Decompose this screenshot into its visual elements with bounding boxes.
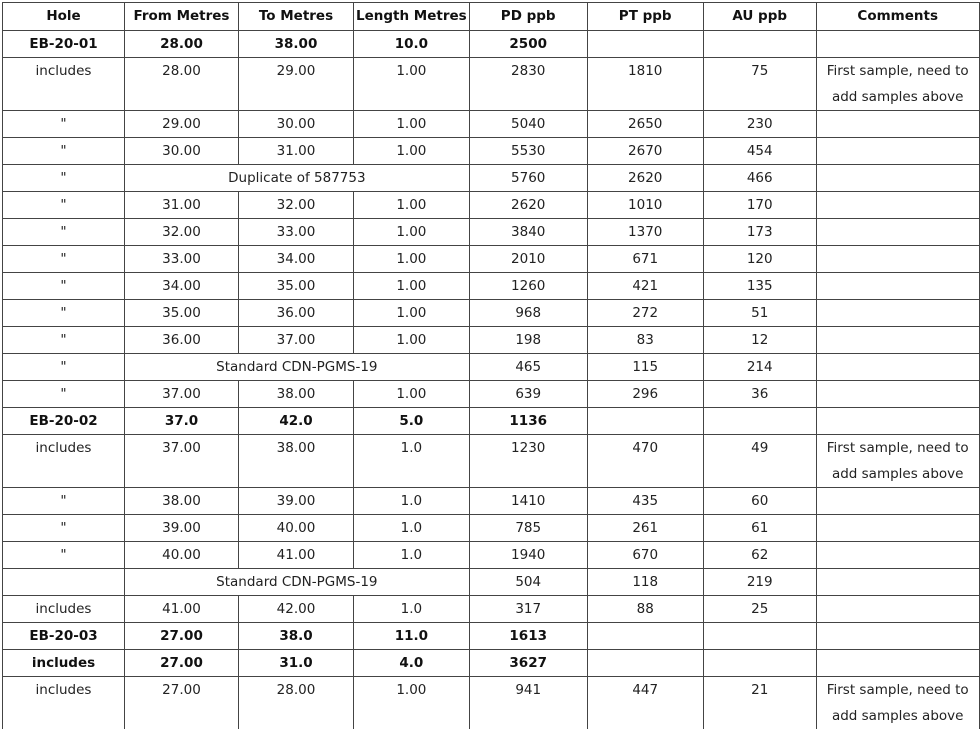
cell-pd-ppb: 5760 bbox=[469, 165, 587, 192]
cell-au-ppb: 173 bbox=[703, 219, 816, 246]
cell-pt-ppb: 2620 bbox=[587, 165, 703, 192]
cell-comments bbox=[816, 408, 979, 435]
cell-to-metres: 29.00 bbox=[239, 58, 354, 111]
cell-hole: includes bbox=[3, 650, 125, 677]
table-row bbox=[3, 327, 980, 354]
cell-hole: " bbox=[3, 354, 125, 381]
cell-au-ppb bbox=[703, 623, 816, 650]
table-row bbox=[3, 650, 980, 677]
cell-pt-ppb bbox=[587, 650, 703, 677]
cell-pd-ppb: 1136 bbox=[469, 408, 587, 435]
table-row bbox=[3, 138, 980, 165]
cell-length-metres: 1.00 bbox=[354, 219, 470, 246]
cell-length-metres: 1.00 bbox=[354, 111, 470, 138]
cell-pd-ppb: 465 bbox=[469, 354, 587, 381]
cell-from-metres: 27.00 bbox=[125, 623, 239, 650]
cell-pd-ppb: 198 bbox=[469, 327, 587, 354]
table-row bbox=[3, 435, 980, 488]
cell-length-metres: 1.00 bbox=[354, 58, 470, 111]
table-body bbox=[3, 31, 980, 730]
cell-comments bbox=[816, 569, 979, 596]
table-row bbox=[3, 273, 980, 300]
cell-hole: includes bbox=[3, 677, 125, 730]
cell-hole: " bbox=[3, 246, 125, 273]
cell-from-metres: 41.00 bbox=[125, 596, 239, 623]
cell-hole: includes bbox=[3, 596, 125, 623]
cell-hole: EB-20-01 bbox=[3, 31, 125, 58]
cell-from-metres: 27.00 bbox=[125, 650, 239, 677]
cell-pd-ppb: 1230 bbox=[469, 435, 587, 488]
cell-from-metres: 34.00 bbox=[125, 273, 239, 300]
cell-comments bbox=[816, 300, 979, 327]
cell-comments: First sample, need to add samples above bbox=[816, 58, 979, 111]
cell-hole: " bbox=[3, 381, 125, 408]
cell-au-ppb: 36 bbox=[703, 381, 816, 408]
cell-pd-ppb: 2500 bbox=[469, 31, 587, 58]
cell-comments: First sample, need to add samples above bbox=[816, 435, 979, 488]
table-row bbox=[3, 596, 980, 623]
cell-to-metres: 32.00 bbox=[239, 192, 354, 219]
cell-pd-ppb: 504 bbox=[469, 569, 587, 596]
cell-pd-ppb: 968 bbox=[469, 300, 587, 327]
cell-hole: " bbox=[3, 327, 125, 354]
cell-length-metres: 10.0 bbox=[354, 31, 470, 58]
cell-au-ppb: 170 bbox=[703, 192, 816, 219]
cell-comments bbox=[816, 623, 979, 650]
cell-from-metres: 28.00 bbox=[125, 58, 239, 111]
cell-from-metres: 33.00 bbox=[125, 246, 239, 273]
cell-au-ppb: 454 bbox=[703, 138, 816, 165]
cell-pd-ppb: 639 bbox=[469, 381, 587, 408]
cell-pd-ppb: 1940 bbox=[469, 542, 587, 569]
cell-from-metres: 32.00 bbox=[125, 219, 239, 246]
cell-pt-ppb bbox=[587, 31, 703, 58]
cell-pt-ppb bbox=[587, 408, 703, 435]
cell-to-metres: 41.00 bbox=[239, 542, 354, 569]
cell-comments bbox=[816, 488, 979, 515]
table-row bbox=[3, 354, 980, 381]
cell-length-metres: 1.00 bbox=[354, 327, 470, 354]
cell-to-metres: 39.00 bbox=[239, 488, 354, 515]
cell-au-ppb bbox=[703, 650, 816, 677]
cell-pd-ppb: 941 bbox=[469, 677, 587, 730]
cell-from-metres: 31.00 bbox=[125, 192, 239, 219]
table-row bbox=[3, 542, 980, 569]
cell-to-metres: 38.0 bbox=[239, 623, 354, 650]
table-row bbox=[3, 488, 980, 515]
cell-sample-note: Duplicate of 587753 bbox=[125, 165, 470, 192]
assay-results-table bbox=[2, 2, 980, 729]
cell-to-metres: 33.00 bbox=[239, 219, 354, 246]
cell-pt-ppb: 435 bbox=[587, 488, 703, 515]
column-header-pt-ppb: PT ppb bbox=[587, 3, 703, 31]
cell-hole: EB-20-03 bbox=[3, 623, 125, 650]
cell-pt-ppb: 1370 bbox=[587, 219, 703, 246]
cell-hole: " bbox=[3, 542, 125, 569]
cell-to-metres: 42.00 bbox=[239, 596, 354, 623]
cell-length-metres: 1.0 bbox=[354, 435, 470, 488]
cell-pt-ppb: 272 bbox=[587, 300, 703, 327]
cell-comments bbox=[816, 138, 979, 165]
cell-from-metres: 36.00 bbox=[125, 327, 239, 354]
cell-au-ppb: 60 bbox=[703, 488, 816, 515]
cell-pt-ppb: 1010 bbox=[587, 192, 703, 219]
cell-hole: " bbox=[3, 515, 125, 542]
cell-pd-ppb: 5530 bbox=[469, 138, 587, 165]
cell-comments bbox=[816, 650, 979, 677]
cell-comments bbox=[816, 31, 979, 58]
cell-to-metres: 31.0 bbox=[239, 650, 354, 677]
cell-au-ppb bbox=[703, 31, 816, 58]
cell-pt-ppb: 671 bbox=[587, 246, 703, 273]
table-row bbox=[3, 623, 980, 650]
table-row bbox=[3, 515, 980, 542]
cell-pt-ppb: 421 bbox=[587, 273, 703, 300]
cell-to-metres: 30.00 bbox=[239, 111, 354, 138]
cell-length-metres: 1.00 bbox=[354, 381, 470, 408]
cell-comments bbox=[816, 165, 979, 192]
table-row bbox=[3, 219, 980, 246]
cell-to-metres: 35.00 bbox=[239, 273, 354, 300]
table-row bbox=[3, 408, 980, 435]
column-header-from-metres: From Metres bbox=[125, 3, 239, 31]
cell-length-metres: 5.0 bbox=[354, 408, 470, 435]
cell-length-metres: 1.00 bbox=[354, 192, 470, 219]
cell-hole: " bbox=[3, 138, 125, 165]
column-header-comments: Comments bbox=[816, 3, 979, 31]
cell-pd-ppb: 1410 bbox=[469, 488, 587, 515]
cell-to-metres: 38.00 bbox=[239, 31, 354, 58]
table-row bbox=[3, 569, 980, 596]
cell-pt-ppb: 118 bbox=[587, 569, 703, 596]
cell-au-ppb: 51 bbox=[703, 300, 816, 327]
cell-to-metres: 36.00 bbox=[239, 300, 354, 327]
table-row bbox=[3, 192, 980, 219]
cell-au-ppb: 230 bbox=[703, 111, 816, 138]
cell-from-metres: 37.0 bbox=[125, 408, 239, 435]
cell-pt-ppb bbox=[587, 623, 703, 650]
cell-pd-ppb: 3627 bbox=[469, 650, 587, 677]
cell-pt-ppb: 261 bbox=[587, 515, 703, 542]
cell-from-metres: 38.00 bbox=[125, 488, 239, 515]
cell-to-metres: 42.0 bbox=[239, 408, 354, 435]
cell-comments bbox=[816, 219, 979, 246]
cell-from-metres: 40.00 bbox=[125, 542, 239, 569]
table-row bbox=[3, 58, 980, 111]
cell-length-metres: 1.00 bbox=[354, 138, 470, 165]
cell-length-metres: 1.00 bbox=[354, 677, 470, 730]
cell-pt-ppb: 470 bbox=[587, 435, 703, 488]
column-header-pd-ppb: PD ppb bbox=[469, 3, 587, 31]
cell-au-ppb: 12 bbox=[703, 327, 816, 354]
cell-from-metres: 39.00 bbox=[125, 515, 239, 542]
cell-from-metres: 35.00 bbox=[125, 300, 239, 327]
cell-hole: " bbox=[3, 192, 125, 219]
cell-au-ppb: 75 bbox=[703, 58, 816, 111]
cell-hole: EB-20-02 bbox=[3, 408, 125, 435]
table-row bbox=[3, 165, 980, 192]
table-row bbox=[3, 31, 980, 58]
table-row bbox=[3, 677, 980, 730]
cell-pd-ppb: 2830 bbox=[469, 58, 587, 111]
cell-pt-ppb: 115 bbox=[587, 354, 703, 381]
cell-pt-ppb: 2670 bbox=[587, 138, 703, 165]
cell-au-ppb: 214 bbox=[703, 354, 816, 381]
cell-length-metres: 1.00 bbox=[354, 273, 470, 300]
cell-hole: " bbox=[3, 300, 125, 327]
cell-pd-ppb: 2010 bbox=[469, 246, 587, 273]
cell-pd-ppb: 1613 bbox=[469, 623, 587, 650]
cell-length-metres: 1.0 bbox=[354, 488, 470, 515]
cell-comments bbox=[816, 354, 979, 381]
cell-pt-ppb: 447 bbox=[587, 677, 703, 730]
cell-hole bbox=[3, 569, 125, 596]
cell-from-metres: 27.00 bbox=[125, 677, 239, 730]
cell-au-ppb: 219 bbox=[703, 569, 816, 596]
cell-comments bbox=[816, 273, 979, 300]
cell-pt-ppb: 1810 bbox=[587, 58, 703, 111]
cell-pt-ppb: 88 bbox=[587, 596, 703, 623]
cell-au-ppb: 21 bbox=[703, 677, 816, 730]
cell-length-metres: 11.0 bbox=[354, 623, 470, 650]
cell-to-metres: 40.00 bbox=[239, 515, 354, 542]
cell-pd-ppb: 317 bbox=[469, 596, 587, 623]
cell-hole: " bbox=[3, 165, 125, 192]
column-header-au-ppb: AU ppb bbox=[703, 3, 816, 31]
cell-comments bbox=[816, 111, 979, 138]
cell-to-metres: 38.00 bbox=[239, 381, 354, 408]
cell-comments bbox=[816, 192, 979, 219]
cell-au-ppb bbox=[703, 408, 816, 435]
column-header-length-metres: Length Metres bbox=[354, 3, 470, 31]
cell-hole: includes bbox=[3, 435, 125, 488]
cell-from-metres: 29.00 bbox=[125, 111, 239, 138]
table-row bbox=[3, 300, 980, 327]
cell-length-metres: 1.00 bbox=[354, 246, 470, 273]
cell-to-metres: 31.00 bbox=[239, 138, 354, 165]
cell-to-metres: 28.00 bbox=[239, 677, 354, 730]
cell-length-metres: 1.0 bbox=[354, 542, 470, 569]
cell-comments bbox=[816, 542, 979, 569]
header-row bbox=[3, 3, 980, 31]
cell-from-metres: 37.00 bbox=[125, 435, 239, 488]
cell-hole: " bbox=[3, 111, 125, 138]
cell-au-ppb: 120 bbox=[703, 246, 816, 273]
cell-pd-ppb: 3840 bbox=[469, 219, 587, 246]
cell-to-metres: 34.00 bbox=[239, 246, 354, 273]
cell-comments: First sample, need to add samples above bbox=[816, 677, 979, 730]
table-row bbox=[3, 381, 980, 408]
cell-to-metres: 38.00 bbox=[239, 435, 354, 488]
cell-pd-ppb: 1260 bbox=[469, 273, 587, 300]
cell-from-metres: 37.00 bbox=[125, 381, 239, 408]
cell-length-metres: 1.00 bbox=[354, 300, 470, 327]
cell-length-metres: 1.0 bbox=[354, 596, 470, 623]
cell-pd-ppb: 2620 bbox=[469, 192, 587, 219]
cell-hole: " bbox=[3, 488, 125, 515]
cell-hole: " bbox=[3, 219, 125, 246]
table-row bbox=[3, 111, 980, 138]
cell-length-metres: 4.0 bbox=[354, 650, 470, 677]
cell-hole: " bbox=[3, 273, 125, 300]
cell-comments bbox=[816, 596, 979, 623]
cell-sample-note: Standard CDN-PGMS-19 bbox=[125, 569, 470, 596]
cell-pt-ppb: 296 bbox=[587, 381, 703, 408]
cell-hole: includes bbox=[3, 58, 125, 111]
cell-pt-ppb: 83 bbox=[587, 327, 703, 354]
cell-from-metres: 30.00 bbox=[125, 138, 239, 165]
cell-from-metres: 28.00 bbox=[125, 31, 239, 58]
cell-au-ppb: 25 bbox=[703, 596, 816, 623]
cell-pt-ppb: 670 bbox=[587, 542, 703, 569]
cell-pd-ppb: 5040 bbox=[469, 111, 587, 138]
cell-au-ppb: 466 bbox=[703, 165, 816, 192]
table-row bbox=[3, 246, 980, 273]
cell-comments bbox=[816, 515, 979, 542]
column-header-hole: Hole bbox=[3, 3, 125, 31]
cell-comments bbox=[816, 327, 979, 354]
column-header-to-metres: To Metres bbox=[239, 3, 354, 31]
cell-au-ppb: 62 bbox=[703, 542, 816, 569]
cell-length-metres: 1.0 bbox=[354, 515, 470, 542]
cell-to-metres: 37.00 bbox=[239, 327, 354, 354]
cell-comments bbox=[816, 246, 979, 273]
cell-sample-note: Standard CDN-PGMS-19 bbox=[125, 354, 470, 381]
cell-comments bbox=[816, 381, 979, 408]
cell-au-ppb: 49 bbox=[703, 435, 816, 488]
cell-au-ppb: 61 bbox=[703, 515, 816, 542]
cell-au-ppb: 135 bbox=[703, 273, 816, 300]
cell-pd-ppb: 785 bbox=[469, 515, 587, 542]
cell-pt-ppb: 2650 bbox=[587, 111, 703, 138]
